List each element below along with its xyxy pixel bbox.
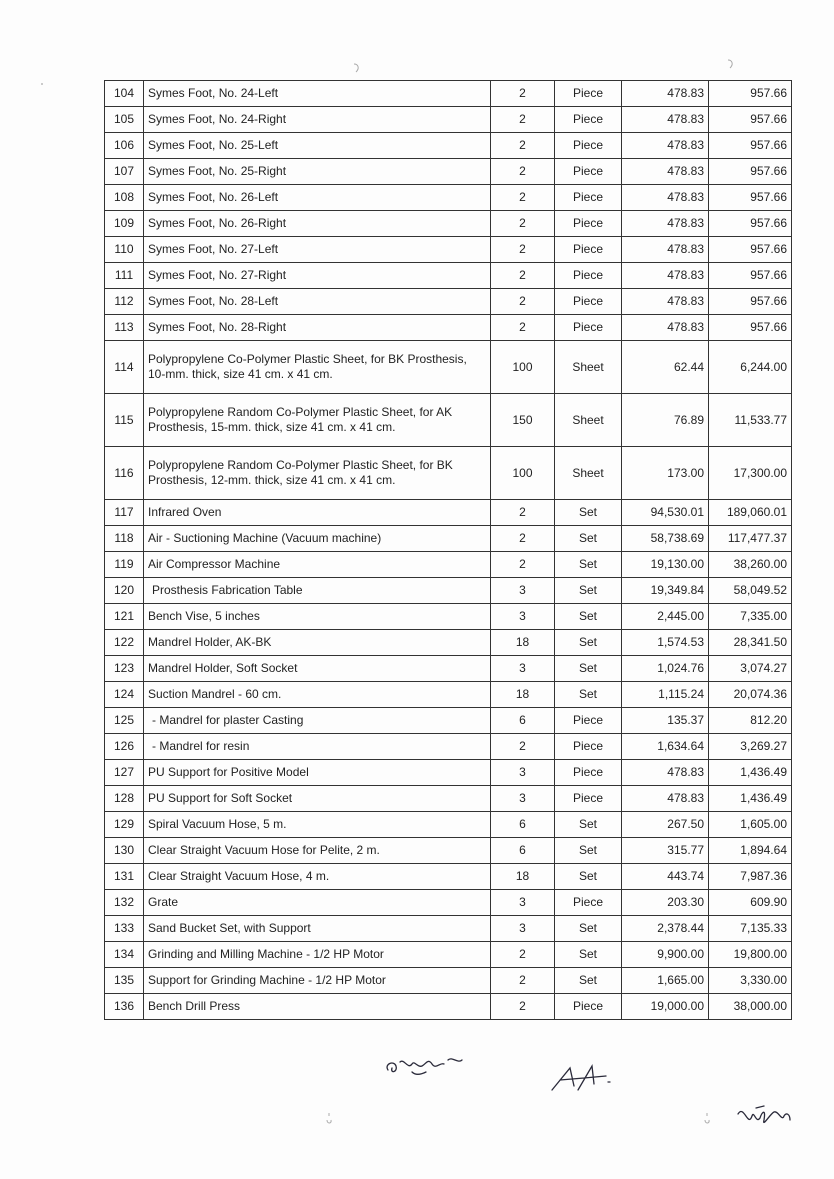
item-number: 119: [105, 552, 144, 578]
item-quantity: 18: [491, 864, 555, 890]
table-row: [105, 500, 792, 526]
item-quantity: 3: [491, 760, 555, 786]
item-quantity: 2: [491, 133, 555, 159]
item-unit: Set: [555, 552, 622, 578]
item-quantity: 2: [491, 107, 555, 133]
item-description: PU Support for Positive Model: [144, 760, 491, 786]
item-number: 117: [105, 500, 144, 526]
item-quantity: 2: [491, 552, 555, 578]
item-number: 134: [105, 942, 144, 968]
item-description: Bench Drill Press: [144, 994, 491, 1020]
item-unit: Piece: [555, 185, 622, 211]
item-total: 19,800.00: [709, 942, 792, 968]
item-unit-price: 173.00: [622, 447, 709, 500]
item-unit: Piece: [555, 289, 622, 315]
item-quantity: 3: [491, 786, 555, 812]
item-unit-price: 478.83: [622, 185, 709, 211]
item-unit: Piece: [555, 734, 622, 760]
item-total: 3,269.27: [709, 734, 792, 760]
item-total: 3,330.00: [709, 968, 792, 994]
item-description: Clear Straight Vacuum Hose, 4 m.: [144, 864, 491, 890]
item-quantity: 18: [491, 630, 555, 656]
scan-mark: [726, 58, 736, 73]
item-quantity: 3: [491, 656, 555, 682]
item-total: 957.66: [709, 315, 792, 341]
item-total: 7,987.36: [709, 864, 792, 890]
item-quantity: 2: [491, 159, 555, 185]
item-number: 111: [105, 263, 144, 289]
item-unit-price: 478.83: [622, 81, 709, 107]
item-unit: Set: [555, 916, 622, 942]
item-unit-price: 478.83: [622, 107, 709, 133]
item-number: 136: [105, 994, 144, 1020]
table-row: [105, 315, 792, 341]
item-unit-price: 478.83: [622, 133, 709, 159]
signature-1: [382, 1052, 478, 1082]
item-description: Symes Foot, No. 27-Left: [144, 237, 491, 263]
item-total: 7,335.00: [709, 604, 792, 630]
item-unit: Piece: [555, 315, 622, 341]
item-quantity: 2: [491, 942, 555, 968]
item-description: Polypropylene Co-Polymer Plastic Sheet, for BK Prosthesis, 10-mm. thick, size 41 cm. x 41 cm.: [144, 341, 491, 394]
table-row: [105, 289, 792, 315]
item-unit-price: 478.83: [622, 289, 709, 315]
table-row: [105, 942, 792, 968]
item-unit-price: 478.83: [622, 315, 709, 341]
item-quantity: 2: [491, 968, 555, 994]
price-list-table: [104, 80, 792, 1020]
item-quantity: 3: [491, 604, 555, 630]
item-unit-price: 62.44: [622, 341, 709, 394]
item-unit-price: 19,130.00: [622, 552, 709, 578]
item-total: 117,477.37: [709, 526, 792, 552]
item-unit: Set: [555, 656, 622, 682]
item-unit: Piece: [555, 760, 622, 786]
table-row: [105, 263, 792, 289]
item-total: 957.66: [709, 263, 792, 289]
item-quantity: 2: [491, 185, 555, 211]
table-row: [105, 211, 792, 237]
item-unit: Piece: [555, 263, 622, 289]
item-unit-price: 478.83: [622, 760, 709, 786]
item-quantity: 2: [491, 263, 555, 289]
table-row: [105, 864, 792, 890]
table-row: [105, 994, 792, 1020]
scan-mark: [352, 62, 362, 77]
table-row: [105, 237, 792, 263]
item-unit: Set: [555, 604, 622, 630]
table-row: [105, 604, 792, 630]
item-description: Prosthesis Fabrication Table: [144, 578, 491, 604]
item-unit-price: 19,349.84: [622, 578, 709, 604]
item-unit-price: 19,000.00: [622, 994, 709, 1020]
table-row: [105, 107, 792, 133]
item-quantity: 2: [491, 237, 555, 263]
table-row: [105, 708, 792, 734]
item-number: 106: [105, 133, 144, 159]
item-quantity: 2: [491, 315, 555, 341]
item-unit: Set: [555, 500, 622, 526]
item-total: 957.66: [709, 133, 792, 159]
table-row: [105, 786, 792, 812]
item-description: - Mandrel for plaster Casting: [144, 708, 491, 734]
item-number: 118: [105, 526, 144, 552]
item-unit-price: 478.83: [622, 211, 709, 237]
item-quantity: 6: [491, 812, 555, 838]
item-unit: Set: [555, 838, 622, 864]
item-total: 1,436.49: [709, 760, 792, 786]
item-quantity: 2: [491, 81, 555, 107]
item-unit: Piece: [555, 159, 622, 185]
item-total: 20,074.36: [709, 682, 792, 708]
item-total: 957.66: [709, 289, 792, 315]
item-number: 135: [105, 968, 144, 994]
item-description: Symes Foot, No. 26-Right: [144, 211, 491, 237]
item-description: Symes Foot, No. 28-Right: [144, 315, 491, 341]
item-unit: Piece: [555, 81, 622, 107]
table-row: [105, 81, 792, 107]
item-unit: Set: [555, 864, 622, 890]
table-row: [105, 656, 792, 682]
table-row: [105, 447, 792, 500]
item-unit-price: 1,634.64: [622, 734, 709, 760]
item-unit-price: 135.37: [622, 708, 709, 734]
item-total: 1,605.00: [709, 812, 792, 838]
item-total: 957.66: [709, 159, 792, 185]
item-quantity: 18: [491, 682, 555, 708]
item-number: 104: [105, 81, 144, 107]
item-quantity: 2: [491, 289, 555, 315]
item-unit: Set: [555, 968, 622, 994]
item-number: 113: [105, 315, 144, 341]
item-description: Clear Straight Vacuum Hose for Pelite, 2 m.: [144, 838, 491, 864]
item-total: 17,300.00: [709, 447, 792, 500]
item-unit-price: 2,445.00: [622, 604, 709, 630]
table-row: [105, 159, 792, 185]
item-number: 120: [105, 578, 144, 604]
item-quantity: 2: [491, 734, 555, 760]
item-total: 957.66: [709, 81, 792, 107]
item-number: 130: [105, 838, 144, 864]
item-quantity: 2: [491, 211, 555, 237]
item-unit-price: 1,115.24: [622, 682, 709, 708]
item-unit: Set: [555, 630, 622, 656]
item-unit: Piece: [555, 211, 622, 237]
table-row: [105, 394, 792, 447]
item-quantity: 2: [491, 526, 555, 552]
item-quantity: 100: [491, 447, 555, 500]
item-number: 122: [105, 630, 144, 656]
item-total: 957.66: [709, 237, 792, 263]
item-quantity: 6: [491, 708, 555, 734]
table-row: [105, 133, 792, 159]
item-number: 128: [105, 786, 144, 812]
table-row: [105, 890, 792, 916]
item-total: 11,533.77: [709, 394, 792, 447]
item-description: Grate: [144, 890, 491, 916]
item-description: Polypropylene Random Co-Polymer Plastic Sheet, for BK Prosthesis, 12-mm. thick, size 41 cm. x 41 cm.: [144, 447, 491, 500]
item-unit-price: 1,665.00: [622, 968, 709, 994]
item-total: 6,244.00: [709, 341, 792, 394]
item-unit-price: 478.83: [622, 786, 709, 812]
item-description: Air Compressor Machine: [144, 552, 491, 578]
item-number: 127: [105, 760, 144, 786]
item-description: Grinding and Milling Machine - 1/2 HP Motor: [144, 942, 491, 968]
item-description: Symes Foot, No. 25-Right: [144, 159, 491, 185]
item-total: 957.66: [709, 185, 792, 211]
table-row: [105, 185, 792, 211]
item-total: 812.20: [709, 708, 792, 734]
item-unit: Piece: [555, 107, 622, 133]
item-quantity: 3: [491, 578, 555, 604]
item-unit: Sheet: [555, 394, 622, 447]
item-unit: Set: [555, 578, 622, 604]
item-quantity: 3: [491, 916, 555, 942]
item-unit-price: 2,378.44: [622, 916, 709, 942]
table-row: [105, 838, 792, 864]
scan-mark: [702, 1112, 712, 1129]
item-description: Symes Foot, No. 24-Left: [144, 81, 491, 107]
item-quantity: 6: [491, 838, 555, 864]
item-unit: Set: [555, 942, 622, 968]
table-row: [105, 341, 792, 394]
item-number: 114: [105, 341, 144, 394]
price-list-body: [105, 81, 792, 1020]
item-total: 609.90: [709, 890, 792, 916]
item-unit-price: 94,530.01: [622, 500, 709, 526]
item-description: Air - Suctioning Machine (Vacuum machine): [144, 526, 491, 552]
item-number: 115: [105, 394, 144, 447]
table-row: [105, 812, 792, 838]
item-unit: Set: [555, 526, 622, 552]
item-unit-price: 478.83: [622, 159, 709, 185]
item-unit: Piece: [555, 133, 622, 159]
signature-3: [734, 1102, 794, 1132]
item-number: 107: [105, 159, 144, 185]
item-unit-price: 76.89: [622, 394, 709, 447]
item-number: 105: [105, 107, 144, 133]
item-unit: Piece: [555, 786, 622, 812]
item-description: Sand Bucket Set, with Support: [144, 916, 491, 942]
item-description: Spiral Vacuum Hose, 5 m.: [144, 812, 491, 838]
item-description: Suction Mandrel - 60 cm.: [144, 682, 491, 708]
item-number: 129: [105, 812, 144, 838]
item-description: PU Support for Soft Socket: [144, 786, 491, 812]
item-total: 189,060.01: [709, 500, 792, 526]
item-unit-price: 478.83: [622, 237, 709, 263]
item-number: 123: [105, 656, 144, 682]
table-row: [105, 968, 792, 994]
item-unit: Piece: [555, 708, 622, 734]
item-unit: Sheet: [555, 341, 622, 394]
item-unit-price: 478.83: [622, 263, 709, 289]
item-quantity: 3: [491, 890, 555, 916]
item-number: 131: [105, 864, 144, 890]
item-unit-price: 315.77: [622, 838, 709, 864]
item-total: 38,000.00: [709, 994, 792, 1020]
table-row: [105, 552, 792, 578]
item-unit-price: 1,024.76: [622, 656, 709, 682]
item-unit-price: 58,738.69: [622, 526, 709, 552]
item-number: 124: [105, 682, 144, 708]
item-number: 133: [105, 916, 144, 942]
item-total: 28,341.50: [709, 630, 792, 656]
item-unit-price: 1,574.53: [622, 630, 709, 656]
item-description: Mandrel Holder, Soft Socket: [144, 656, 491, 682]
item-number: 132: [105, 890, 144, 916]
item-total: 38,260.00: [709, 552, 792, 578]
table-row: [105, 916, 792, 942]
item-number: 110: [105, 237, 144, 263]
item-unit: Piece: [555, 994, 622, 1020]
table-row: [105, 760, 792, 786]
item-total: 1,894.64: [709, 838, 792, 864]
item-description: Symes Foot, No. 25-Left: [144, 133, 491, 159]
item-description: Symes Foot, No. 27-Right: [144, 263, 491, 289]
item-total: 3,074.27: [709, 656, 792, 682]
table-row: [105, 578, 792, 604]
item-number: 121: [105, 604, 144, 630]
item-number: 112: [105, 289, 144, 315]
item-unit: Sheet: [555, 447, 622, 500]
item-number: 125: [105, 708, 144, 734]
item-unit-price: 203.30: [622, 890, 709, 916]
item-description: Symes Foot, No. 26-Left: [144, 185, 491, 211]
scan-mark: [40, 78, 44, 89]
item-unit: Set: [555, 812, 622, 838]
item-number: 126: [105, 734, 144, 760]
item-description: Symes Foot, No. 24-Right: [144, 107, 491, 133]
item-description: Mandrel Holder, AK-BK: [144, 630, 491, 656]
item-total: 957.66: [709, 107, 792, 133]
item-total: 957.66: [709, 211, 792, 237]
table-row: [105, 526, 792, 552]
item-total: 58,049.52: [709, 578, 792, 604]
item-unit-price: 9,900.00: [622, 942, 709, 968]
table-row: [105, 682, 792, 708]
item-number: 116: [105, 447, 144, 500]
item-unit: Piece: [555, 890, 622, 916]
item-description: Infrared Oven: [144, 500, 491, 526]
item-quantity: 150: [491, 394, 555, 447]
item-number: 108: [105, 185, 144, 211]
item-quantity: 2: [491, 994, 555, 1020]
item-quantity: 100: [491, 341, 555, 394]
item-number: 109: [105, 211, 144, 237]
item-unit: Set: [555, 682, 622, 708]
item-description: Polypropylene Random Co-Polymer Plastic Sheet, for AK Prosthesis, 15-mm. thick, size 41 cm. x 41 cm.: [144, 394, 491, 447]
signature-2: [548, 1060, 618, 1096]
item-description: Symes Foot, No. 28-Left: [144, 289, 491, 315]
item-description: Support for Grinding Machine - 1/2 HP Motor: [144, 968, 491, 994]
table-row: [105, 630, 792, 656]
item-unit-price: 267.50: [622, 812, 709, 838]
item-unit: Piece: [555, 237, 622, 263]
scan-mark: [324, 1112, 334, 1129]
item-total: 7,135.33: [709, 916, 792, 942]
item-description: - Mandrel for resin: [144, 734, 491, 760]
item-total: 1,436.49: [709, 786, 792, 812]
item-quantity: 2: [491, 500, 555, 526]
item-unit-price: 443.74: [622, 864, 709, 890]
table-row: [105, 734, 792, 760]
item-description: Bench Vise, 5 inches: [144, 604, 491, 630]
